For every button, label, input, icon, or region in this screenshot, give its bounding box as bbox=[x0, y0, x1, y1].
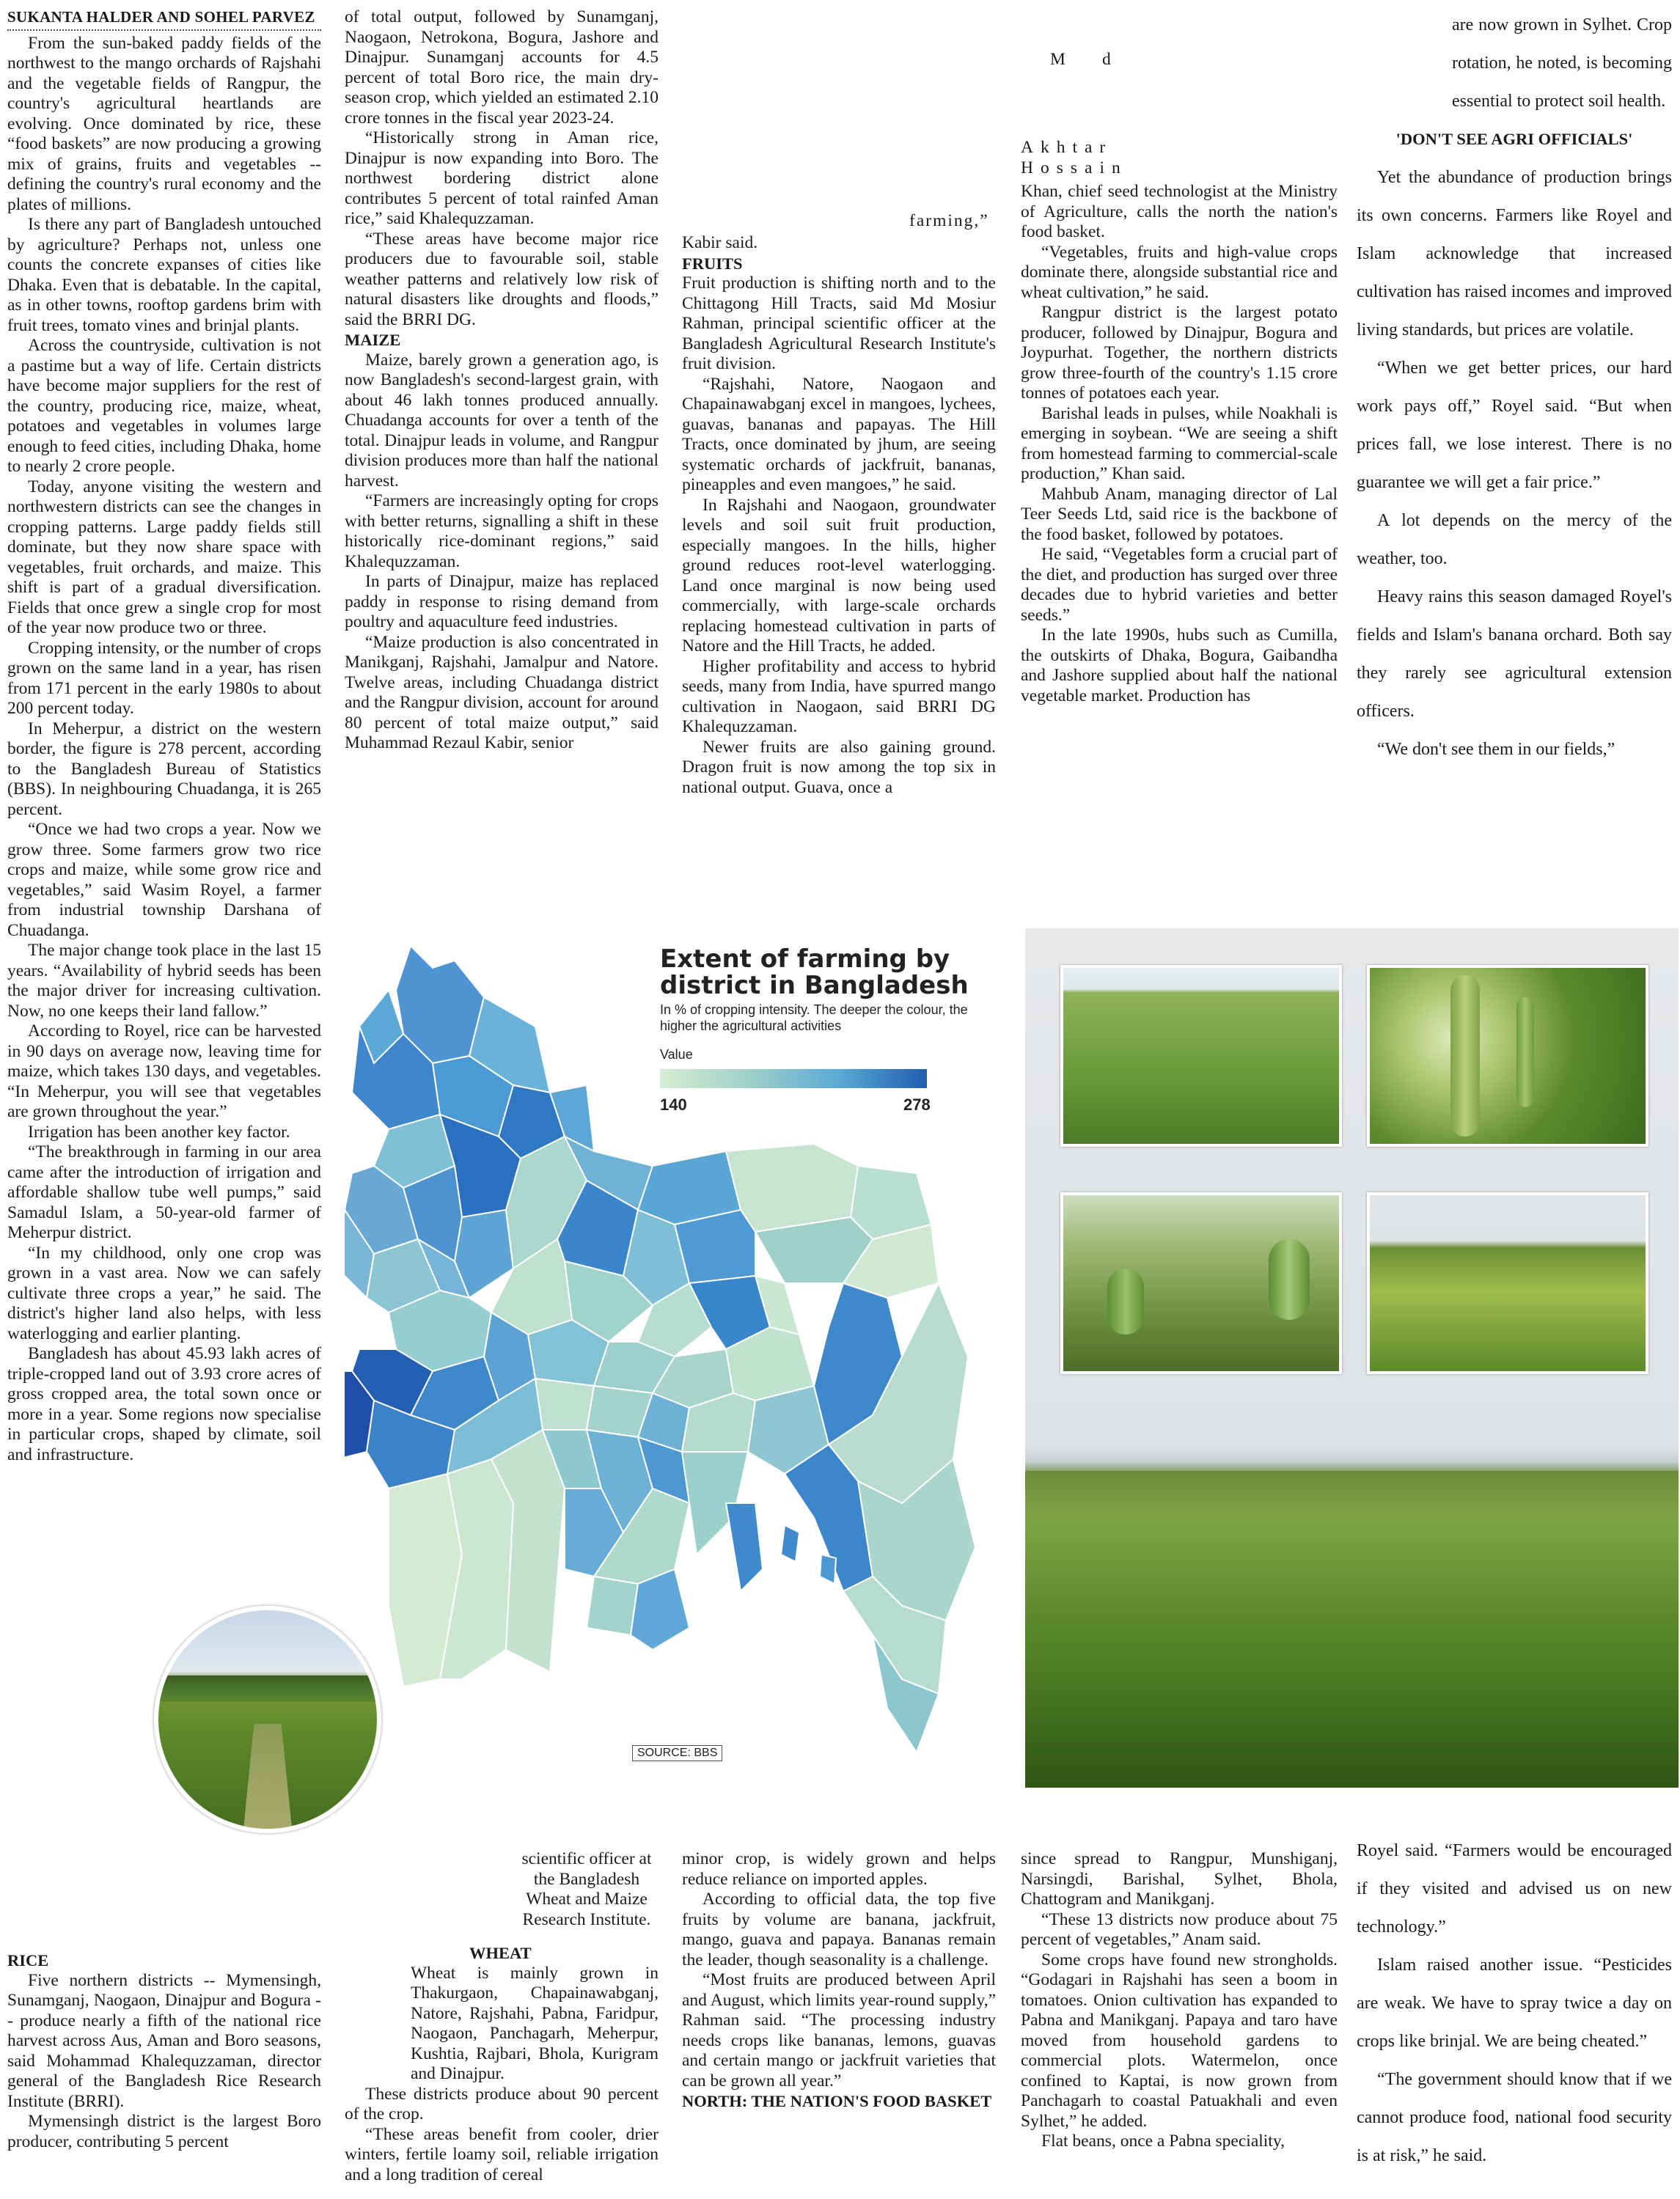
column-4-text bbox=[1357, 6, 1672, 120]
bottom-4-text bbox=[1021, 1849, 1338, 2152]
paragraph: From the sun-baked paddy fields of the northwest to the mango orchards of Rajshahi and the vegetable fields of Rangpur, the country's agricultural heartlands are evolving. Once dominated by rice, these “food baskets” are now producing a growing mix of grains, fruits and vegetables -- defining the country's rural economy and the plates of millions. bbox=[7, 33, 321, 214]
rice-text bbox=[7, 1971, 321, 2153]
column-3-fragment-d: d bbox=[1102, 50, 1111, 69]
paragraph: Kabir said. bbox=[682, 233, 758, 252]
district-hatiya bbox=[781, 1525, 799, 1562]
photo-wide-field bbox=[1025, 1471, 1679, 1788]
paragraph: “Most fruits are produced between April and August, which limits year-round supply,” Rahman said. “The processing industry needs crops like bananas, lemons, guavas and certain mango or jackfruit varieties that can be grown all year.” bbox=[682, 1970, 996, 2090]
section-heading-agri-officials: 'DON'T SEE AGRI OFFICIALS' bbox=[1395, 130, 1633, 148]
paragraph: In Meherpur, a district on the western border, the figure is 278 percent, according to the Bangladesh Bureau of Statistics (BBS). In neighbouring Chuadanga, it is 265 percent. bbox=[7, 719, 321, 819]
legend-max: 278 bbox=[903, 1095, 931, 1114]
akhtar-hossain: Akhtar Hossain bbox=[1021, 138, 1128, 177]
bottom-5-text bbox=[1357, 1832, 1672, 2175]
agri-officials-text bbox=[1357, 158, 1672, 768]
paragraph: “Maize production is also concentrated in Manikganj, Rajshahi, Jamalpur and Natore. Twelve areas, including Chuadanga district and the Rangpur division, account for around 80 percent of total maize output,” said Muhammad Rezaul Kabir, senior bbox=[345, 632, 659, 752]
paragraph: Heavy rains this season damaged Royel's fields and Islam's banana orchard. Both say they rarely see agricultural extension officers. bbox=[1357, 587, 1672, 721]
map-title: Extent of farming by district in Bangladesh bbox=[660, 944, 969, 1000]
column-3-text bbox=[682, 233, 996, 254]
section-heading-maize: MAIZE bbox=[345, 331, 401, 349]
paragraph: According to Royel, rice can be harvested in 90 days on average now, leaving time for maize, which takes 130 days, and vegetables. “In Meherpur, you will see that vegetables are grown throughout the year.” bbox=[7, 1021, 321, 1121]
column-2-text bbox=[345, 7, 659, 330]
paragraph: Islam raised another issue. “Pesticides are weak. We have to spray twice a day on crops like brinjal. We are being cheated.” bbox=[1357, 1956, 1672, 2051]
district-bhola bbox=[726, 1503, 763, 1591]
paragraph: A lot depends on the mercy of the weather, too. bbox=[1357, 511, 1672, 568]
paragraph: In the late 1990s, hubs such as Cumilla, the outskirts of Dhaka, Bogura, Gaibandha and Jashore supplied about half the national vegetable market. Production has bbox=[1021, 625, 1338, 705]
district-faridpur bbox=[535, 1378, 594, 1430]
paragraph: Maize, barely grown a generation ago, is now Bangladesh's second-largest grain, with about 46 lakh tonnes produced annually. Chuadanga accounts for over a tenth of the total. Dinajpur leads in volume, and Rangpur division produces more than half the national harvest. bbox=[345, 350, 659, 491]
paragraph: are now grown in Sylhet. Crop rotation, he noted, is becoming essential to protect soil health. bbox=[1452, 15, 1672, 111]
paragraph: Newer fruits are also gaining ground. Dragon fruit is now among the top six in national output. Guava, once a bbox=[682, 737, 996, 797]
bottom-column-2 bbox=[513, 1849, 660, 1930]
map-source: SOURCE: BBS bbox=[632, 1745, 722, 1761]
section-heading-wheat: WHEAT bbox=[469, 1944, 532, 1962]
district-sandwip bbox=[820, 1554, 836, 1584]
paragraph: Royel said. “Farmers would be encouraged if they visited and advised us on new technology.” bbox=[1357, 1841, 1672, 1936]
paragraph: Yet the abundance of production brings its own concerns. Farmers like Royel and Islam acknowledge that increased cultivation has raised incomes and improved living standards, but prices are volatile. bbox=[1357, 168, 1672, 339]
column-1-text bbox=[7, 34, 321, 1466]
paragraph: Mymensingh district is the largest Boro producer, contributing 5 percent bbox=[7, 2112, 321, 2151]
paragraph: Barishal leads in pulses, while Noakhali is emerging in soybean. “We are seeing a shift from homestead farming to commercial-scale production,” Khan said. bbox=[1021, 403, 1338, 483]
photo-wax-gourds bbox=[1060, 1192, 1342, 1374]
column-4 bbox=[1357, 6, 1672, 768]
paragraph: Rangpur district is the largest potato producer, followed by Dinajpur, Bogura and Joypurhat. Together, the northern districts grow three-fourth of the country's 1.15 crore tonnes of potatoes each year. bbox=[1021, 303, 1338, 403]
paragraph: “These areas benefit from cooler, drier winters, fertile loamy soil, reliable irrigation and a long tradition of cereal bbox=[345, 2124, 659, 2184]
fruits-text bbox=[682, 274, 996, 798]
paragraph: “Once we had two crops a year. Now we grow three. Some farmers grow two rice crops and maize, while some grow rice and vegetables,” said Wasim Royel, a farmer from industrial township Darshana of Chuadanga. bbox=[7, 820, 321, 940]
column-3c-text bbox=[1021, 182, 1338, 706]
paragraph: “The government should know that if we cannot produce food, national food security is at risk,” he said. bbox=[1357, 2070, 1672, 2165]
byline: SUKANTA HALDER AND SOHEL PARVEZ bbox=[7, 7, 321, 31]
paragraph: According to official data, the top five fruits by volume are banana, jackfruit, mango, guava and papaya. Bananas remain the leader, though seasonality is a challenge. bbox=[682, 1890, 996, 1969]
bottom-column-2b bbox=[345, 1943, 659, 2185]
paragraph: Five northern districts -- Mymensingh, Sunamganj, Naogaon, Dinajpur and Bogura -- produce nearly a fifth of the national rice harvest across Aus, Aman and Boro seasons, said Mohammad Khalequzzaman, director general of the Bangladesh Rice Research Institute (BRRI). bbox=[7, 1970, 321, 2111]
paragraph: scientific officer at the Bangladesh Wheat and Maize Research Institute. bbox=[521, 1849, 652, 1929]
district-barguna bbox=[587, 1576, 638, 1635]
section-heading-fruits: FRUITS bbox=[682, 254, 743, 273]
paragraph: “The breakthrough in farming in our area came after the introduction of irrigation and affordable shallow tube well pumps,” said Samadul Islam, a 50-year-old farmer of Meherpur district. bbox=[7, 1142, 321, 1242]
maize-text bbox=[345, 350, 659, 754]
paragraph: Wheat is mainly grown in Thakurgaon, Chapainawabganj, Natore, Rajshahi, Pabna, Faridpur, Naogaon, Panchagarh, Meherpur, Kushtia, Rajbari, Bhola, Kurigram and Dinajpur. bbox=[411, 1963, 659, 2083]
bottom-column-3 bbox=[682, 1849, 996, 2112]
paragraph: Is there any part of Bangladesh untouched by agriculture? Perhaps not, unless one counts the concrete expanses of cities like Dhaka. Even that is debatable. In the capital, as in other towns, rooftop gardens brim with fruit trees, tomato vines and brinjal plants. bbox=[7, 215, 321, 335]
bottom-column-4 bbox=[1021, 1849, 1338, 2152]
paragraph: Some crops have found new strongholds. “Godagari in Rajshahi has seen a boom in tomatoes. Onion cultivation has expanded to Pabna and Manikganj. Papaya and taro have moved from household gardens to commercial plots. Watermelon, once confined to Kaptai, is now grown from Panchagarh to coastal Patuakhali and even Sylhet,” he added. bbox=[1021, 1950, 1338, 2131]
paragraph: since spread to Rangpur, Munshiganj, Narsingdi, Barishal, Sylhet, Bhola, Chattogram and Manikganj. bbox=[1021, 1849, 1338, 1909]
column-3-fragment-farming: farming,” bbox=[909, 211, 989, 230]
paragraph: “These areas have become major rice producers due to favourable soil, stable weather patterns and relatively low risk of natural disasters like droughts and floods,” said the BRRI DG. bbox=[345, 229, 659, 329]
photo-hanging-gourds bbox=[1367, 965, 1648, 1147]
section-heading-north: NORTH: THE NATION'S FOOD BASKET bbox=[682, 2092, 992, 2110]
paragraph: Fruit production is shifting north and to the Chittagong Hill Tracts, said Md Mosiur Rahman, principal scientific officer at the Bangladesh Agricultural Research Institute's fruit division. bbox=[682, 274, 996, 373]
paragraph: In parts of Dinajpur, maize has replaced paddy in response to rising demand from poultry and aquaculture feed industries. bbox=[345, 572, 659, 631]
paragraph: “Historically strong in Aman rice, Dinajpur is now expanding into Boro. The northwest bordering district alone contributes 5 percent of total rainfed Aman rice,” said Khalequzzaman. bbox=[345, 128, 659, 228]
column-1 bbox=[7, 7, 321, 1465]
paragraph: “These 13 districts now produce about 75 percent of vegetables,” Anam said. bbox=[1021, 1909, 1338, 1949]
legend-label: Value bbox=[660, 1047, 693, 1062]
paragraph: “Vegetables, fruits and high-value crops dominate there, alongside substantial rice and wheat cultivation,” he said. bbox=[1021, 242, 1338, 302]
bangladesh-district-map bbox=[345, 946, 1005, 1760]
paragraph: “Farmers are increasingly opting for crops with better returns, signalling a shift in these historically rice-dominant regions,” said Khalequzzaman. bbox=[345, 491, 659, 571]
bottom-2-text bbox=[513, 1849, 660, 1930]
photo-vine-field bbox=[1367, 1192, 1648, 1374]
paragraph: The major change took place in the last 15 years. “Availability of hybrid seeds has been the major driver for increasing cultivation. Now, no one keeps their land fallow.” bbox=[7, 941, 321, 1021]
legend-min: 140 bbox=[660, 1095, 687, 1114]
bottom-3-text bbox=[682, 1849, 996, 2091]
paragraph: of total output, followed by Sunamganj, Naogaon, Netrokona, Bogura, Jashore and Dinajpur. Sunamganj accounts for 4.5 percent of total Boro rice, the main dry-season crop, which yielded an estimated 2.10 crore tonnes in the fiscal year 2023-24. bbox=[345, 7, 659, 128]
wheat-text bbox=[345, 1964, 659, 2186]
paragraph: Irrigation has been another key factor. bbox=[28, 1122, 290, 1142]
paragraph: “When we get better prices, our hard work pays off,” Royel said. “But when prices fall, we lose interest. There is no guarantee we will get a fair price.” bbox=[1357, 359, 1672, 492]
column-3-fragment-m: M bbox=[1050, 50, 1065, 69]
paragraph: Across the countryside, cultivation is not a pastime but a way of life. Certain districts have become major suppliers for the rest of the country, producing rice, maize, wheat, potatoes and vegetables in volumes large enough to feed cities, including Dhaka, home to nearly 2 crore people. bbox=[7, 336, 321, 476]
paragraph: “In my childhood, only one crop was grown in a vast area. Now we can safely cultivate three crops a year,” he said. The district's higher land also helps, with less waterlogging and earlier planting. bbox=[7, 1243, 321, 1343]
column-3 bbox=[682, 233, 996, 798]
paragraph: In Rajshahi and Naogaon, groundwater levels and soil suit fruit production, especially mangoes. In the hills, higher ground reduces root-level waterlogging. Land once marginal is now being used commercially, with large-scale orchards replacing homestead cultivation in parts of Natore and the Hill Tracts, he added. bbox=[682, 495, 996, 656]
photo-gourd-field bbox=[1060, 965, 1342, 1147]
paragraph: Bangladesh has about 45.93 lakh acres of triple-cropped land out of 3.93 crore acres of gross cropped area, the total sown once or more in a year. Some regions now specialise in particular crops, shaped by climate, soil and infrastructure. bbox=[7, 1344, 321, 1464]
paragraph: Khan, chief seed technologist at the Ministry of Agriculture, calls the north the nation's food basket. bbox=[1021, 182, 1338, 241]
paragraph: Flat beans, once a Pabna speciality, bbox=[1041, 2132, 1285, 2151]
paragraph: “We don't see them in our fields,” bbox=[1377, 740, 1615, 759]
paragraph: Today, anyone visiting the western and northwestern districts can see the changes in cropping patterns. Large paddy fields still dominate, but they now share space with vegetables, fruit orchards, and maize. This shift is part of a gradual diversification. Fields that once grew a single crop for most of the year now produce two or three. bbox=[7, 477, 321, 637]
photo-collage bbox=[1025, 928, 1679, 1788]
paragraph: minor crop, is widely grown and helps reduce reliance on imported apples. bbox=[682, 1849, 996, 1889]
column-1-bottom bbox=[7, 1950, 321, 2152]
paragraph: These districts produce about 90 percent of the crop. bbox=[345, 2084, 659, 2123]
bottom-column-5 bbox=[1357, 1832, 1672, 2175]
map-subtitle: In % of cropping intensity. The deeper the colour, the higher the agricultural activities bbox=[660, 1002, 968, 1033]
paragraph: Cropping intensity, or the number of crops grown on the same land in a year, has risen from 171 percent in the early 1980s to about 200 percent today. bbox=[7, 638, 321, 718]
paragraph: Mahbub Anam, managing director of Lal Teer Seeds Ltd, said rice is the backbone of the food basket, followed by potatoes. bbox=[1021, 484, 1338, 544]
column-2 bbox=[345, 7, 659, 754]
paragraph: He said, “Vegetables form a crucial part of the diet, and production has surged over three decades due to hybrid varieties and better seeds.” bbox=[1021, 545, 1338, 625]
paragraph: Higher profitability and access to hybrid seeds, many from India, have spurred mango cultivation in Naogaon, said BRRI DG Khalequzzaman. bbox=[682, 656, 996, 736]
paragraph: “Rajshahi, Natore, Naogaon and Chapainawabganj excel in mangoes, lychees, guavas, bananas and papayas. The Hill Tracts, once dominated by jhum, are seeing systematic orchards of jackfruit, bananas, pineapples and even mangoes,” he said. bbox=[682, 374, 996, 494]
section-heading-rice: RICE bbox=[7, 1951, 49, 1969]
column-3c bbox=[1021, 182, 1338, 706]
